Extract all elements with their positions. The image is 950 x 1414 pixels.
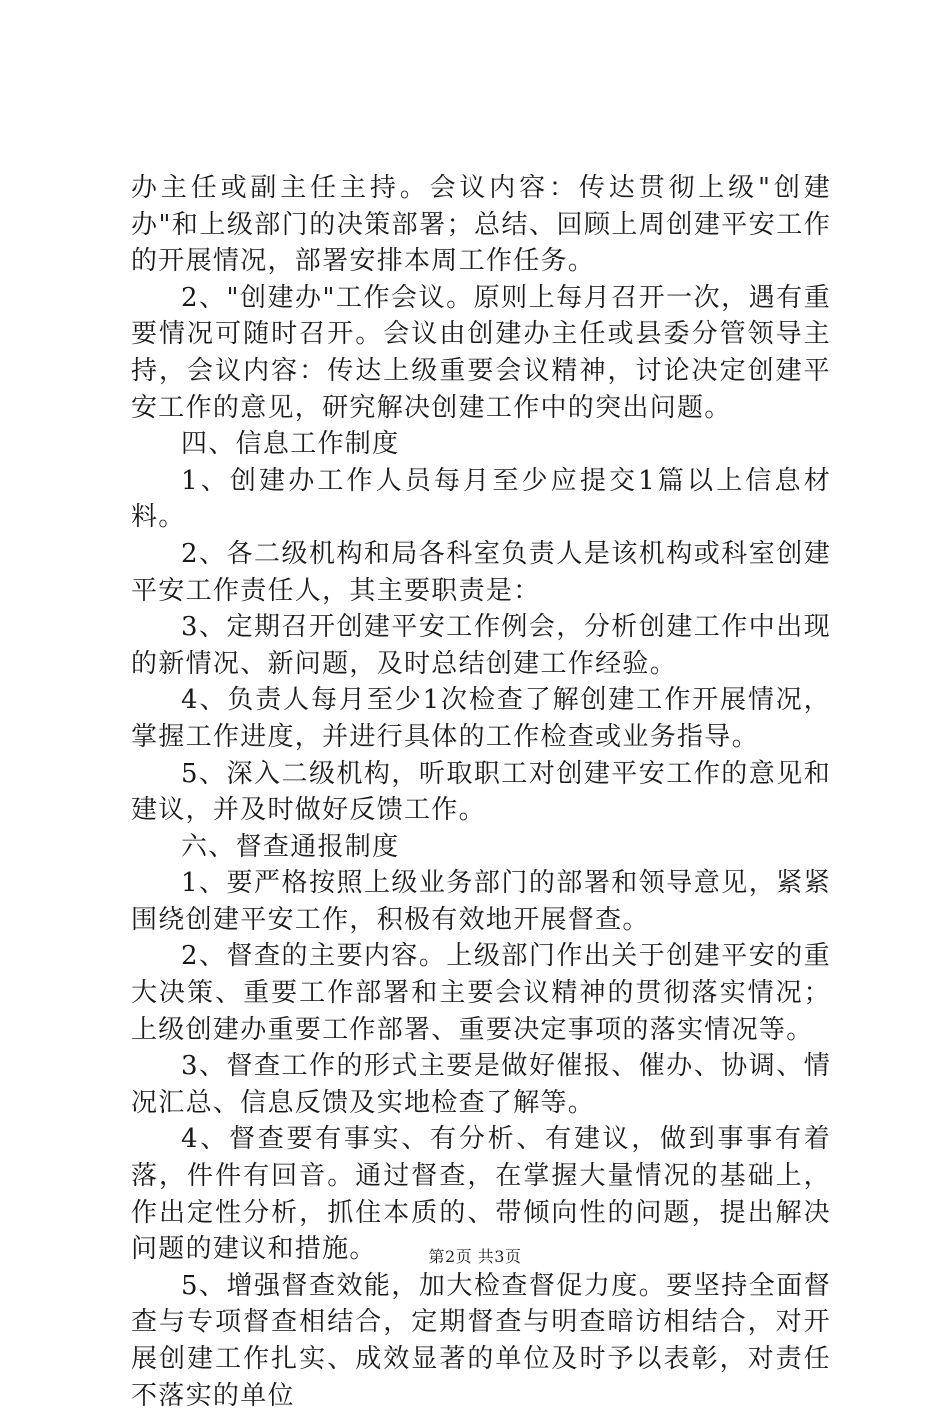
paragraph-continuation: 办主任或副主任主持。会议内容：传达贯彻上级"创建办"和上级部门的决策部署；总结、回顾上周创建平安工作的开展情况，部署安排本周工作任务。 xyxy=(131,173,831,277)
paragraph-item: 1、要严格按照上级业务部门的部署和领导意见，紧紧围绕创建平安工作，积极有效地开展督查。 xyxy=(131,868,831,935)
section-heading: 四、信息工作制度 xyxy=(181,429,400,460)
paragraph-item: 4、督查要有事实、有分析、有建议，做到事事有着落，件件有回音。通过督查，在掌握大量情况的基础上，作出定性分析，抓住本质的、带倾向性的问题，提出解决问题的建议和措施。 xyxy=(131,1124,831,1265)
section-heading: 六、督查通报制度 xyxy=(181,831,400,862)
paragraph-item: 4、负责人每月至少1次检查了解创建工作开展情况，掌握工作进度，并进行具体的工作检查或业务指导。 xyxy=(131,685,831,752)
document-body xyxy=(131,170,831,1414)
paragraph-item: 5、增强督查效能，加大检查督促力度。要坚持全面督查与专项督查相结合，定期督查与明查暗访相结合，对开展创建工作扎实、成效显著的单位及时予以表彰，对责任不落实的单位 xyxy=(131,1270,831,1411)
paragraph-item: 2、"创建办"工作会议。原则上每月召开一次，遇有重要情况可随时召开。会议由创建办主任或县委分管领导主持，会议内容：传达上级重要会议精神，讨论决定创建平安工作的意见，研究解决创建工作中的突出问题。 xyxy=(131,282,831,423)
paragraph-item: 3、定期召开创建平安工作例会，分析创建工作中出现的新情况、新问题，及时总结创建工作经验。 xyxy=(131,612,831,679)
paragraph-item: 3、督查工作的形式主要是做好催报、催办、协调、情况汇总、信息反馈及实地检查了解等。 xyxy=(131,1051,831,1118)
paragraph-item: 1、创建办工作人员每月至少应提交1篇以上信息材料。 xyxy=(131,465,831,533)
page-number-footer: 第2页 共3页 xyxy=(428,1247,522,1266)
paragraph-item: 5、深入二级机构，听取职工对创建平安工作的意见和建议，并及时做好反馈工作。 xyxy=(131,758,831,826)
paragraph-item: 2、督查的主要内容。上级部门作出关于创建平安的重大决策、重要工作部署和主要会议精神的贯彻落实情况；上级创建办重要工作部署、重要决定事项的落实情况等。 xyxy=(131,941,831,1045)
paragraph-item: 2、各二级机构和局各科室负责人是该机构或科室创建平安工作责任人，其主要职责是： xyxy=(131,538,831,606)
